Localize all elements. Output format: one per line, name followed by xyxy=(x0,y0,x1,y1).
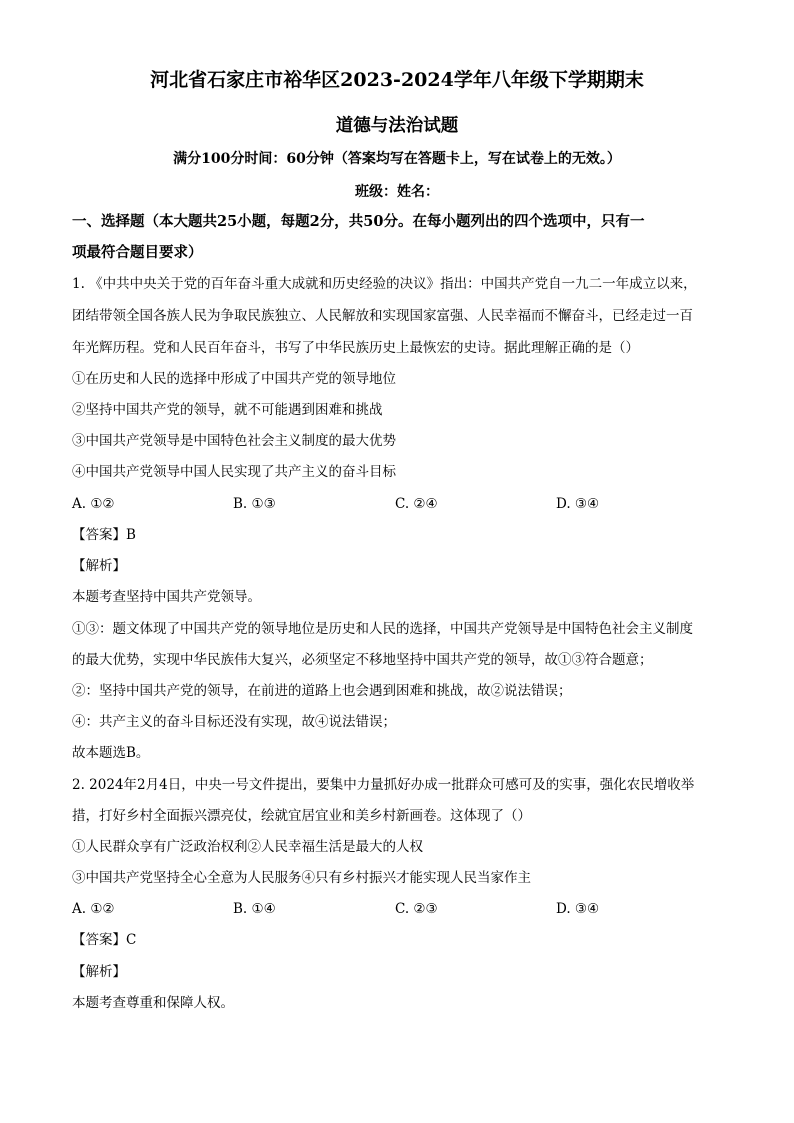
q1-analysis: ④：共产主义的奋斗目标还没有实现，故④说法错误； xyxy=(72,714,396,730)
q1-item-2: ②坚持中国共产党的领导，就不可能遇到困难和挑战 xyxy=(72,402,383,418)
q1-analysis: 本题考查坚持中国共产党领导。 xyxy=(72,589,261,605)
page-subtitle: 道德与法治试题 xyxy=(335,116,459,136)
q2-analysis: 本题考查尊重和保障人权。 xyxy=(72,995,234,1011)
q1-analysis: 故本题选B。 xyxy=(72,745,150,761)
page-title: 河北省石家庄市裕华区2023-2024学年八年级下学期期末 xyxy=(150,69,644,91)
q1-stem: 团结带领全国各族人民为争取民族独立、人民解放和实现国家富强、人民幸福而不懈奋斗，已经走过一百 xyxy=(72,308,693,324)
section-heading-cont: 项最符合题目要求） xyxy=(72,244,203,261)
q1-option-b: B. ①③ xyxy=(233,496,276,512)
q1-answer: 【答案】B xyxy=(72,527,136,543)
q2-option-d: D. ③④ xyxy=(556,901,600,917)
q2-answer: 【答案】C xyxy=(72,932,137,948)
q1-option-c: C. ②④ xyxy=(395,496,438,512)
q2-analysis-label: 【解析】 xyxy=(72,964,126,980)
q2-option-b: B. ①④ xyxy=(233,901,276,917)
q1-option-d: D. ③④ xyxy=(556,496,600,512)
q2-stem: 2. 2024年2月4日，中央一号文件提出，要集中力量抓好办成一批群众可感可及的实事，强化农民增收举 xyxy=(72,777,695,793)
class-name-line: 班级：姓名： xyxy=(355,184,439,200)
section-heading: 一、选择题（本大题共25小题，每题2分，共50分。在每小题列出的四个选项中，只有一 xyxy=(72,213,645,230)
q1-analysis-label: 【解析】 xyxy=(72,558,126,574)
q2-option-a: A. ①② xyxy=(72,901,115,917)
exam-info: 满分100分时间：60分钟（答案均写在答题卡上，写在试卷上的无效。） xyxy=(173,151,621,167)
q1-stem: 1. 《中共中央关于党的百年奋斗重大成就和历史经验的决议》指出：中国共产党自一九二一年成立以来， xyxy=(72,276,697,292)
q2-items: ③中国共产党坚持全心全意为人民服务④只有乡村振兴才能实现人民当家作主 xyxy=(72,870,531,886)
q1-item-4: ④中国共产党领导中国人民实现了共产主义的奋斗目标 xyxy=(72,464,396,480)
q2-items: ①人民群众享有广泛政治权利②人民幸福生活是最大的人权 xyxy=(72,839,423,855)
q1-analysis: ②：坚持中国共产党的领导，在前进的道路上也会遇到困难和挑战，故②说法错误； xyxy=(72,683,572,699)
q1-analysis: ①③：题文体现了中国共产党的领导地位是历史和人民的选择，中国共产党领导是中国特色社会主义制度 xyxy=(72,621,693,637)
q1-item-1: ①在历史和人民的选择中形成了中国共产党的领导地位 xyxy=(72,371,396,387)
q1-stem: 年光辉历程。党和人民百年奋斗，书写了中华民族历史上最恢宏的史诗。据此理解正确的是（） xyxy=(72,340,639,356)
q1-option-a: A. ①② xyxy=(72,496,115,512)
q2-option-c: C. ②③ xyxy=(395,901,438,917)
q1-item-3: ③中国共产党领导是中国特色社会主义制度的最大优势 xyxy=(72,433,396,449)
q1-analysis: 的最大优势，实现中华民族伟大复兴，必须坚定不移地坚持中国共产党的领导，故①③符合题意； xyxy=(72,652,653,668)
q2-stem: 措，打好乡村全面振兴漂亮仗，绘就宜居宜业和美乡村新画卷。这体现了（） xyxy=(72,808,531,824)
